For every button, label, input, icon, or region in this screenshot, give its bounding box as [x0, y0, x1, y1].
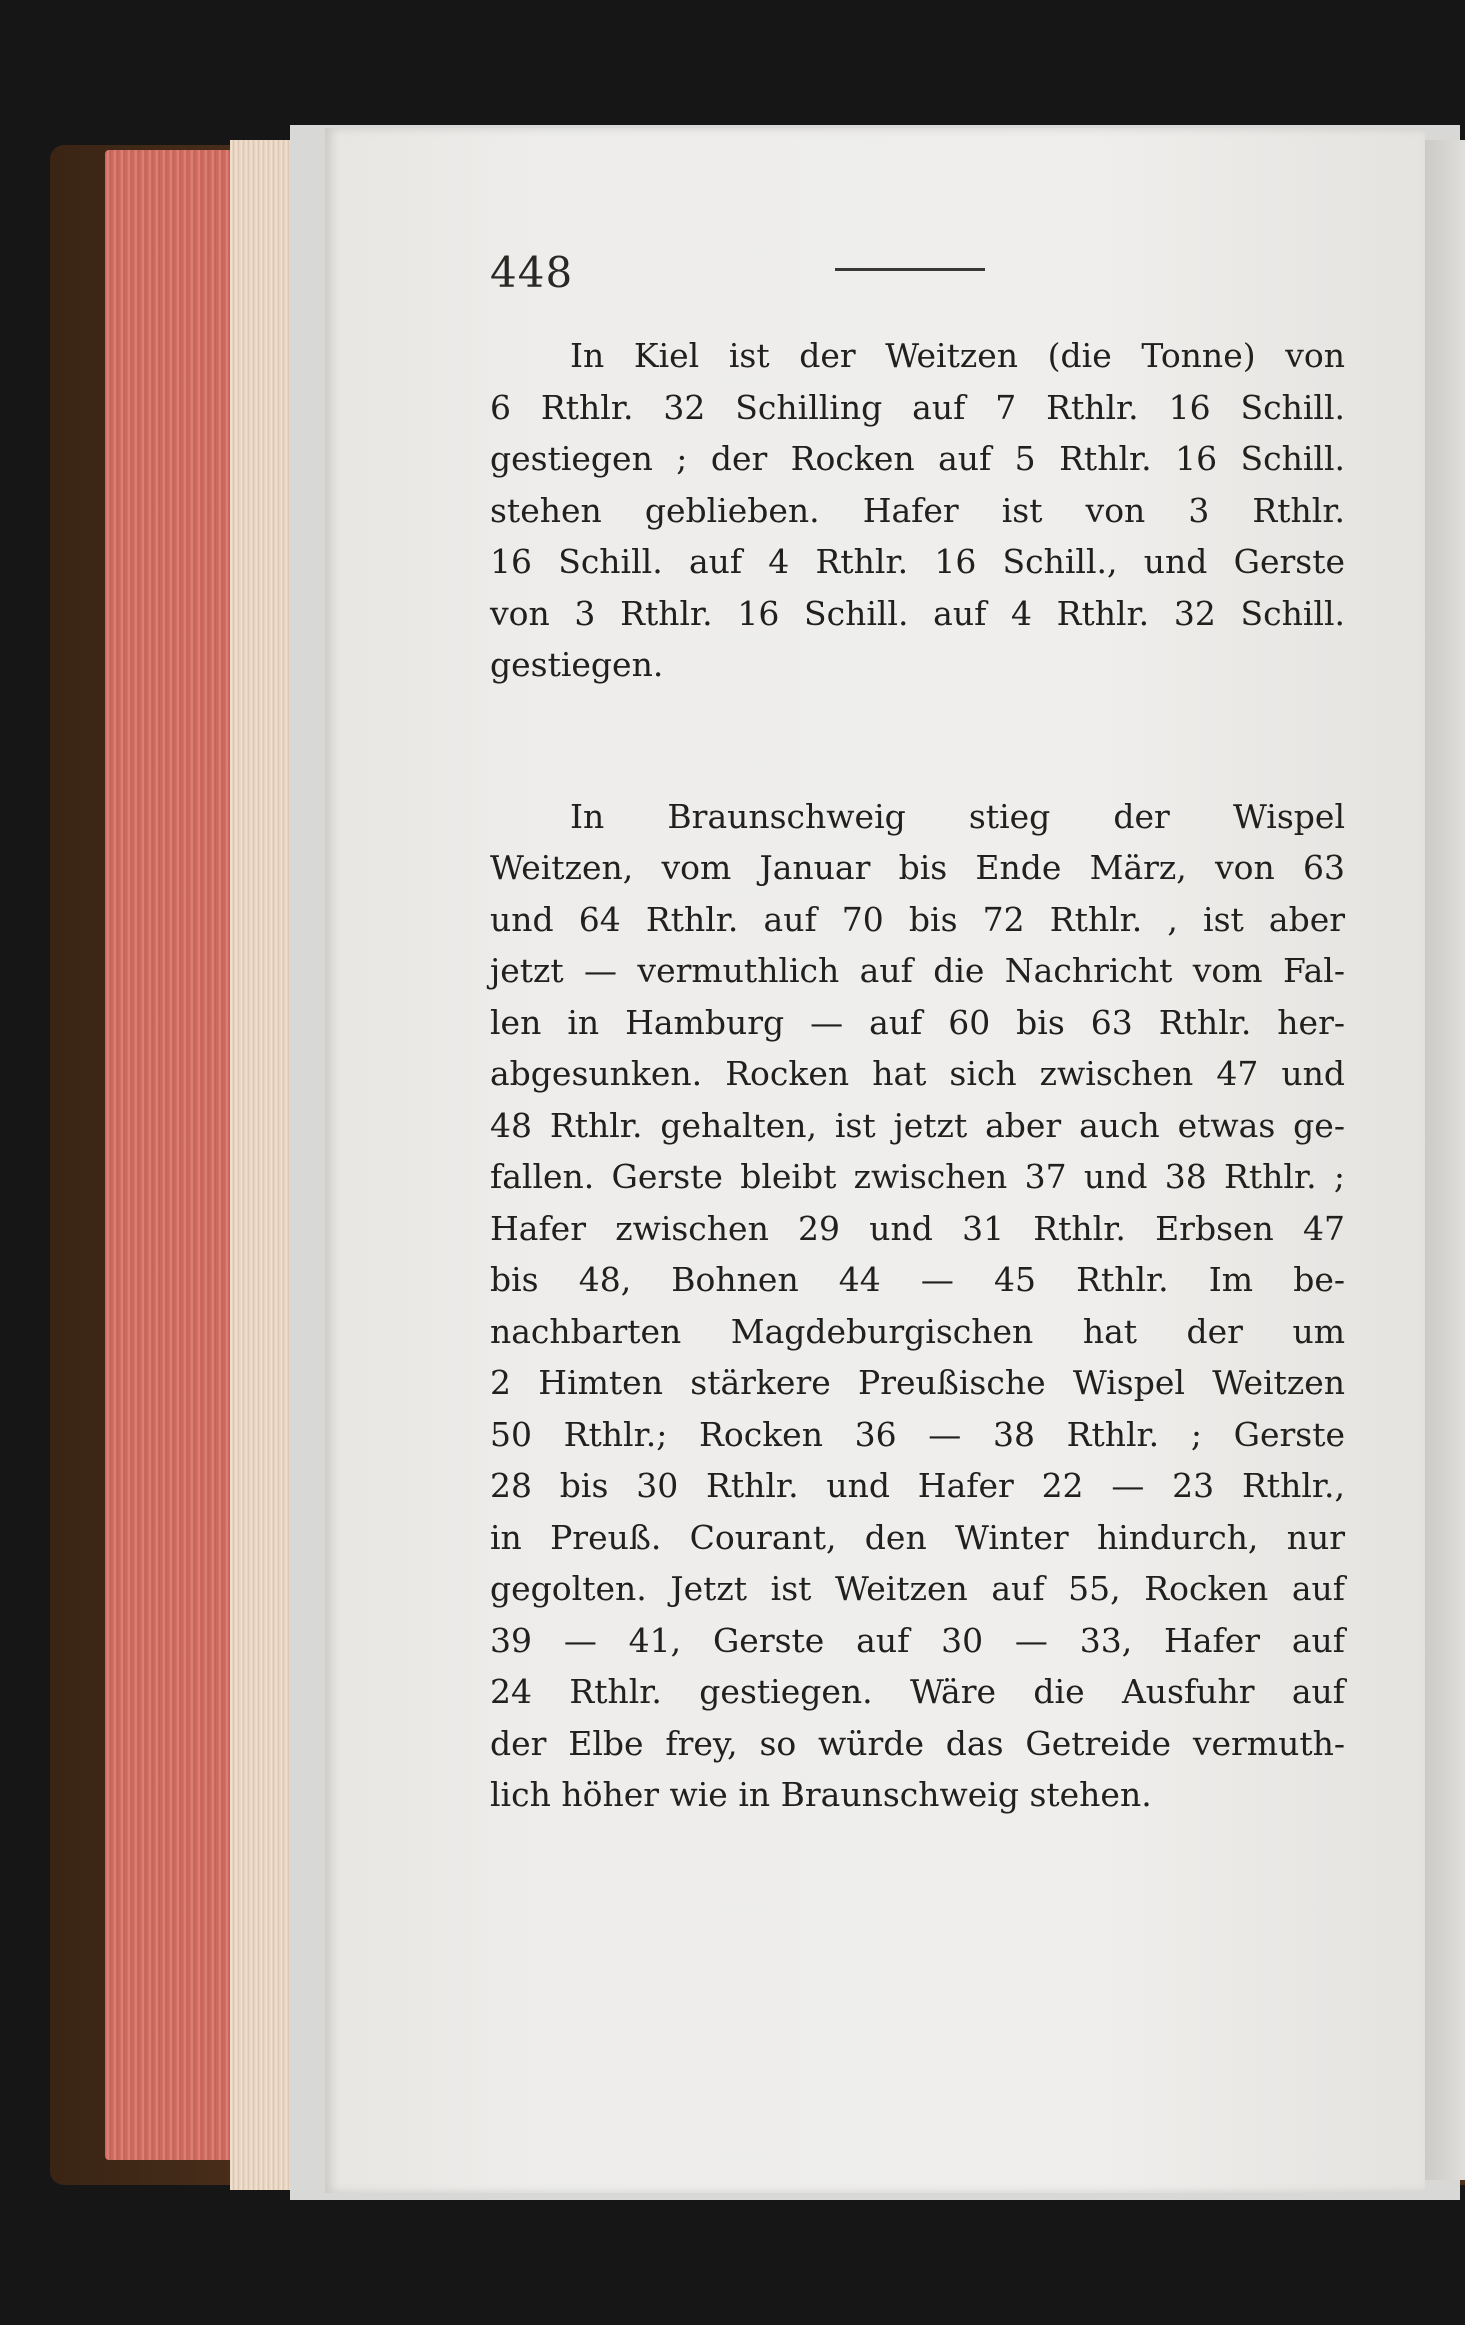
paragraph-gap [490, 691, 1345, 791]
text-line: jetzt — vermuthlich auf die Nachricht vom Fal- [490, 951, 1345, 990]
text-line: fallen. Gerste bleibt zwischen 37 und 38 Rthlr. ; [490, 1157, 1345, 1196]
text-line: von 3 Rthlr. 16 Schill. auf 4 Rthlr. 32 Schill. [490, 593, 1345, 633]
page-number: 448 [490, 248, 574, 297]
page-text [490, 330, 1345, 1821]
text-line: und 64 Rthlr. auf 70 bis 72 Rthlr. , ist aber [490, 899, 1345, 939]
text-line: 24 Rthlr. gestiegen. Wäre die Ausfuhr auf [490, 1672, 1345, 1711]
header-rule [835, 268, 985, 271]
paragraph-kiel [490, 330, 1345, 691]
text-line: nachbarten Magdeburgischen hat der um [490, 1311, 1345, 1351]
text-line: stehen geblieben. Hafer ist von 3 Rthlr. [490, 490, 1345, 530]
text-line: In Kiel ist der Weitzen (die Tonne) von [570, 336, 1345, 375]
text-line: 50 Rthlr.; Rocken 36 — 38 Rthlr. ; Gerste [490, 1414, 1345, 1454]
text-line: 28 bis 30 Rthlr. und Hafer 22 — 23 Rthlr., [490, 1466, 1345, 1505]
page-header [490, 248, 1000, 297]
text-line: Weitzen, vom Januar bis Ende März, von 63 [490, 848, 1345, 887]
text-line: bis 48, Bohnen 44 — 45 Rthlr. Im be- [490, 1260, 1345, 1299]
facing-page-edge [1420, 140, 1465, 2180]
text-line: gestiegen ; der Rocken auf 5 Rthlr. 16 Schill. [490, 439, 1345, 478]
text-line: gegolten. Jetzt ist Weitzen auf 55, Rocken auf [490, 1569, 1345, 1608]
text-line: 16 Schill. auf 4 Rthlr. 16 Schill., und Gerste [490, 542, 1345, 581]
paragraph-braunschweig [490, 791, 1345, 1821]
text-line: 39 — 41, Gerste auf 30 — 33, Hafer auf [490, 1620, 1345, 1660]
text-line: in Preuß. Courant, den Winter hindurch, nur [490, 1517, 1345, 1557]
text-line: der Elbe frey, so würde das Getreide vermuth- [490, 1723, 1345, 1763]
text-line: 6 Rthlr. 32 Schilling auf 7 Rthlr. 16 Schill. [490, 387, 1345, 427]
text-line: 48 Rthlr. gehalten, ist jetzt aber auch etwas ge- [490, 1105, 1345, 1145]
text-line: lich höher wie in Braunschweig stehen. [490, 1775, 1152, 1814]
text-line: 2 Himten stärkere Preußische Wispel Weitzen [490, 1363, 1345, 1402]
text-line: abgesunken. Rocken hat sich zwischen 47 und [490, 1054, 1345, 1093]
text-line: gestiegen. [490, 645, 664, 684]
text-line: len in Hamburg — auf 60 bis 63 Rthlr. her- [490, 1002, 1345, 1042]
text-line: Hafer zwischen 29 und 31 Rthlr. Erbsen 47 [490, 1208, 1345, 1248]
text-line: In Braunschweig stieg der Wispel [570, 796, 1345, 836]
